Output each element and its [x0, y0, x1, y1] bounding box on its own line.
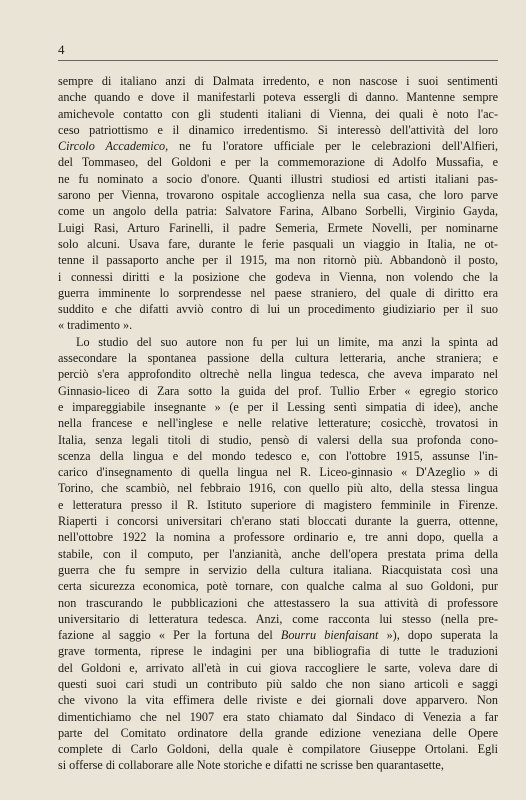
italic-title: Bourru bienfaisant [280, 628, 379, 643]
italic-title: Circolo Accademico [58, 139, 166, 154]
text-line: i connessi diritti e la posizione che godeva in Vienna, non volendo che la [58, 269, 498, 284]
text-line: del Goldoni e, arrivato all'età in cui giova raccogliere le sarte, voleva dare di [58, 660, 498, 675]
text-line: nella francese e nell'inglese e nelle relative letterature; cosicchè, trovatosi in [58, 416, 498, 431]
text-line: Ginnasio-liceo di Zara sotto la guida del prof. Tullio Erber « egregio storico [58, 383, 498, 398]
text-line: Lo studio del suo autore non fu per lui un limite, ma anzi la spinta ad [76, 334, 498, 349]
page-number: 4 [58, 42, 65, 57]
text-line: che vivono la vita effimera delle riviste e dei giornali dove apparvero. Non [58, 693, 498, 708]
text-line: scenza della lingua e del mondo tedesco e, con l'ottobre 1915, assunse l'in- [58, 448, 498, 463]
text-line: Torino, che scambiò, nel febbraio 1916, con quello più alto, della stessa lingua [58, 481, 498, 496]
paragraph [58, 334, 498, 774]
text-line: anche quando e dove il manifestarli poteva essergli di danno. Mantenne sempre [58, 90, 498, 105]
text-segment: »), dopo superata la [378, 628, 498, 643]
text-line: « tradimento ». [58, 318, 133, 333]
text-segment: fazione al saggio « Per la fortuna del [58, 628, 281, 643]
text-line: grave tormenta, riprese le indagini per una bibliografia di tutte le traduzioni [58, 644, 498, 659]
header-rule [58, 60, 498, 61]
text-line: certa sicurezza economica, potè tornare, con qualche calma al suo Goldoni, pur [58, 579, 498, 594]
text-line: guerra che fu sempre in servizio della cultura italiana. Riacquistata così una [58, 562, 498, 577]
text-line: ceso patriottismo e il dinamico irredentismo. Si interessò dell'attività del loro [58, 122, 498, 137]
text-line: nell'ottobre 1922 la nomina a professore ordinario e, tre anni dopo, quella a [58, 530, 498, 545]
text-line: dimentichiamo che nel 1907 era stato chiamato dal Sindaco di Venezia a far [58, 709, 498, 724]
text-line: universitario di letteratura tedesca. Anzi, come racconta lui stesso (nella pre- [58, 611, 498, 626]
text-line: sarono per Vienna, trovarono ospitale accoglienza nella sua casa, che loro parve [58, 188, 498, 203]
text-line: solo alcuni. Usava fare, durante le ferie pasquali un viaggio in Italia, ne ot- [58, 236, 498, 251]
text-line: sempre di italiano anzi di Dalmata irredento, e non nascose i suoi sentimenti [58, 74, 498, 88]
text-line: stabile, con il computo, per l'anzianità, anche dell'opera prestata prima della [58, 546, 498, 561]
text-line: suddito e che difatti avviò contro di lui un procedimento giudiziario per il suo [58, 302, 498, 317]
text-line: tenne il passaporto anche per il 1915, ma non ritornò più. Abbandonò il posto, [58, 253, 498, 268]
text-line: Italia, senza legali titoli di studio, pensò di valersi della sua profonda cono- [58, 432, 498, 447]
text-line: e impareggiabile insegnante » (e per il Lessing sentì simpatia di idee), anche [58, 399, 498, 414]
text-line: Riaperti i concorsi universitari ch'erano stati bloccati durante la guerra, ottenne, [58, 514, 498, 529]
text-line: carico d'insegnamento di quella lingua nel R. Liceo-ginnasio « D'Azeglio » di [58, 465, 498, 480]
text-line: amichevole contatto con gli studenti italiani di Vienna, dei quali è noto l'ac- [58, 106, 498, 121]
text-line: guerra imminente lo sorprendesse nel paese straniero, del quale di diritto era [58, 285, 498, 300]
text-line [58, 138, 498, 154]
text-line: parte del Comitato ordinatore della grande edizione veneziana delle Opere [58, 725, 498, 740]
text-line: questi suoi cari studi un contributo più saldo che non siano articoli e saggi [58, 676, 498, 691]
text-line: perciò s'era approfondito oltrechè nella lingua tedesca, che aveva imparato nel [58, 367, 498, 382]
body-text [58, 73, 498, 774]
paragraph [58, 73, 498, 334]
text-line: si offerse di collaborare alle Note storiche e difatti ne scrisse ben quarantasette, [58, 758, 444, 773]
text-line: come un angolo della patria: Salvatore Farina, Albano Sorbelli, Virginio Gayda, [58, 204, 498, 219]
text-line [58, 627, 498, 643]
text-line: assecondare la spontanea passione della cultura letteraria, anche straniera; e [58, 351, 498, 366]
text-line: e letteratura presso il R. Istituto superiore di magistero femminile in Firenze. [58, 497, 498, 512]
text-line: ne fu nominato a socio d'onore. Quanti illustri studiosi ed artisti italiani pas- [58, 171, 498, 186]
text-segment: , ne fu l'oratore ufficiale per le celebrazioni dell'Alfieri, [165, 139, 498, 154]
text-line: Luigi Rasi, Arturo Farinelli, il padre Semeria, Ermete Novelli, per nominarne [58, 220, 498, 235]
text-line: non trascurando le pubblicazioni che attestassero la sua attività di professore [58, 595, 498, 610]
text-line: del Tommaseo, del Goldoni e per la commemorazione di Adolfo Mussafia, e [58, 155, 498, 170]
text-line: complete di Carlo Goldoni, della quale è compilatore Giuseppe Ortolani. Egli [58, 742, 498, 757]
